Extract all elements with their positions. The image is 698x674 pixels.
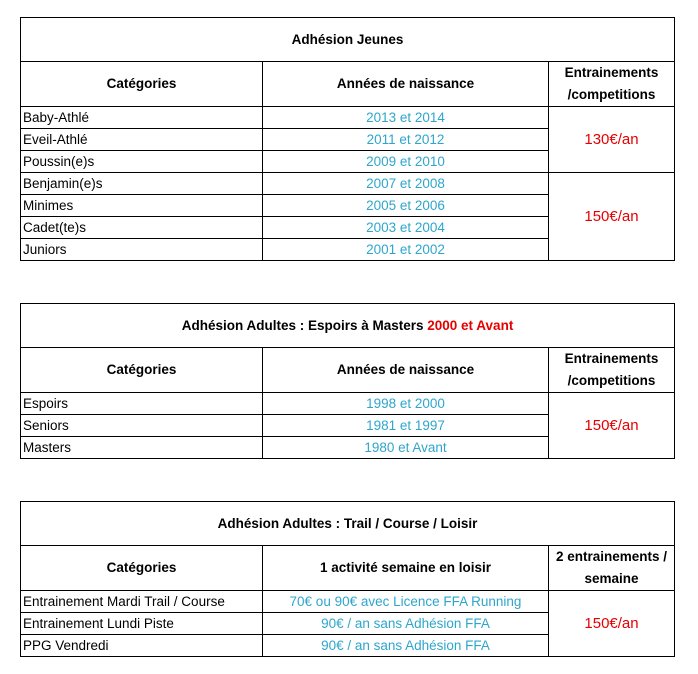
value-cell: 2013 et 2014	[263, 107, 549, 129]
price-cell: 150€/an	[549, 173, 675, 261]
value-cell: 70€ ou 90€ avec Licence FFA Running	[263, 591, 549, 613]
category-cell: Benjamin(e)s	[21, 173, 263, 195]
category-cell: Cadet(te)s	[21, 217, 263, 239]
table-row	[21, 591, 675, 613]
value-cell: 2003 et 2004	[263, 217, 549, 239]
header-activite: 1 activité semaine en loisir	[263, 546, 549, 591]
value-cell: 1981 et 1997	[263, 415, 549, 437]
table-row	[21, 393, 675, 415]
header-annees: Années de naissance	[263, 348, 549, 393]
category-cell: Eveil-Athlé	[21, 129, 263, 151]
header-entrainements: Entrainements /competitions	[549, 62, 675, 107]
category-cell: Poussin(e)s	[21, 151, 263, 173]
header-categories: Catégories	[21, 348, 263, 393]
category-cell: Espoirs	[21, 393, 263, 415]
header-categories: Catégories	[21, 62, 263, 107]
header-entrainements: Entrainements /competitions	[549, 348, 675, 393]
category-cell: Baby-Athlé	[21, 107, 263, 129]
value-cell: 2009 et 2010	[263, 151, 549, 173]
header-categories: Catégories	[21, 546, 263, 591]
value-cell: 90€ / an sans Adhésion FFA	[263, 635, 549, 657]
value-cell: 90€ / an sans Adhésion FFA	[263, 613, 549, 635]
category-cell: Entrainement Mardi Trail / Course	[21, 591, 263, 613]
category-cell: Juniors	[21, 239, 263, 261]
category-cell: Masters	[21, 437, 263, 459]
table-title	[21, 502, 675, 546]
price-cell: 150€/an	[549, 393, 675, 459]
category-cell: Entrainement Lundi Piste	[21, 613, 263, 635]
value-cell: 2005 et 2006	[263, 195, 549, 217]
price-cell: 130€/an	[549, 107, 675, 173]
table-title	[21, 18, 675, 62]
table-adhesion-adultes-espoirs-masters	[20, 303, 675, 459]
table-title-highlight: 2000 et Avant	[427, 318, 514, 333]
header-entrainements: 2 entrainements / semaine	[549, 546, 675, 591]
table-title-text: Adhésion Adultes : Trail / Course / Loisir	[217, 516, 478, 531]
price-cell: 150€/an	[549, 591, 675, 657]
table-title-text: Adhésion Jeunes	[291, 32, 404, 47]
table-title	[21, 304, 675, 348]
table-adhesion-jeunes	[20, 17, 675, 261]
table-row	[21, 173, 675, 195]
category-cell: Minimes	[21, 195, 263, 217]
table-row	[21, 107, 675, 129]
value-cell: 2007 et 2008	[263, 173, 549, 195]
value-cell: 1980 et Avant	[263, 437, 549, 459]
header-annees: Années de naissance	[263, 62, 549, 107]
table-adhesion-adultes-trail-course-loisir	[20, 501, 675, 657]
category-cell: PPG Vendredi	[21, 635, 263, 657]
value-cell: 1998 et 2000	[263, 393, 549, 415]
value-cell: 2011 et 2012	[263, 129, 549, 151]
value-cell: 2001 et 2002	[263, 239, 549, 261]
category-cell: Seniors	[21, 415, 263, 437]
table-title-text: Adhésion Adultes : Espoirs à Masters	[181, 318, 428, 333]
